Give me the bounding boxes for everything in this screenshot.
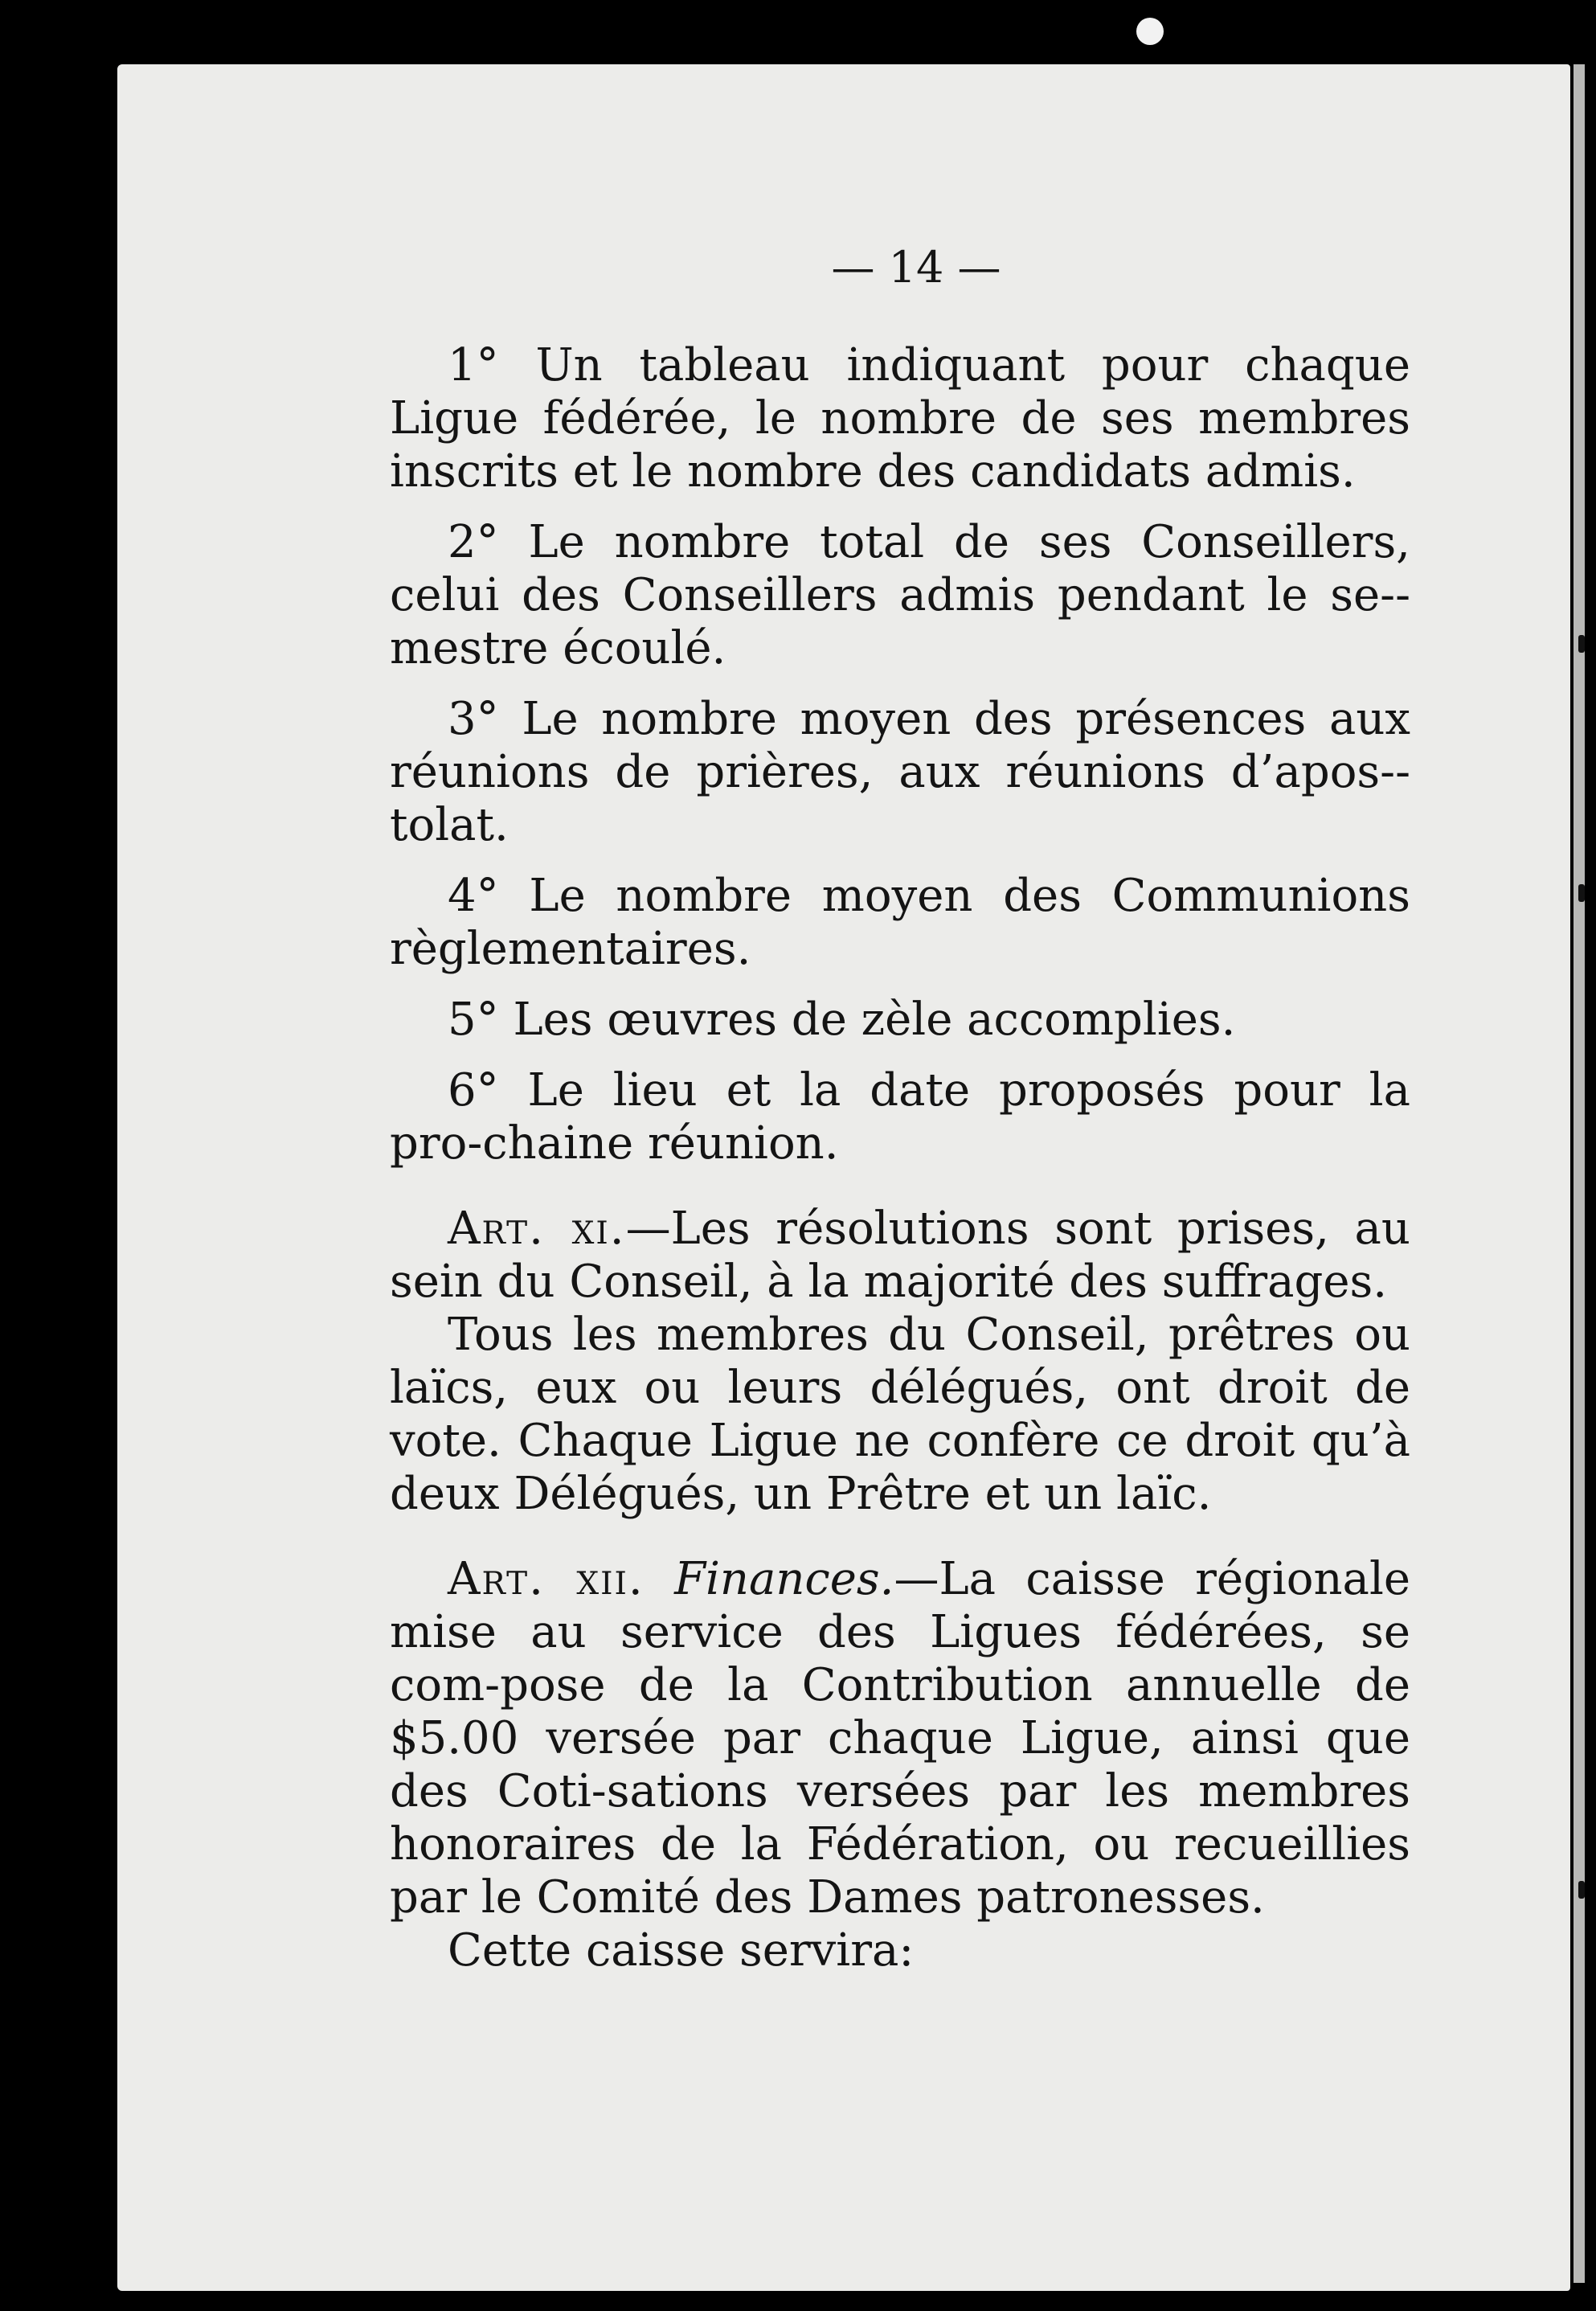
- item-marker: 1°: [448, 339, 499, 391]
- article-12: [390, 1553, 1410, 1924]
- item-text: Le nombre moyen des Communions règlementaires.: [390, 870, 1410, 975]
- item-text: Le nombre moyen des présences aux réunions de prières, aux réunions d’apos-tolat.: [390, 693, 1410, 851]
- list-item: [390, 516, 1410, 675]
- margin-mark: [1578, 1881, 1585, 1899]
- article-11: [390, 1203, 1410, 1309]
- article-text: —Les résolutions sont prises, au sein du Conseil, à la majorité des suffrages.: [390, 1203, 1410, 1308]
- list-item: [390, 994, 1410, 1047]
- margin-mark: [1578, 884, 1585, 902]
- page-text: [390, 241, 1410, 1977]
- item-marker: 6°: [448, 1064, 499, 1117]
- page-edge: [1573, 64, 1585, 2283]
- item-marker: 4°: [448, 870, 499, 922]
- margin-mark: [1578, 635, 1585, 653]
- article-12-paragraph: Cette caisse servira:: [448, 1924, 915, 1977]
- article-label: Art. xi.: [448, 1203, 626, 1255]
- item-text: Un tableau indiquant pour chaque Ligue fédérée, le nombre de ses membres inscrits et le nombre des candidats admis.: [390, 339, 1410, 498]
- article-text: —La caisse régionale mise au service des Ligues fédérées, se com-pose de la Contribution annuelle de $5.00 versée par chaque Ligue, ainsi que des Coti-sations versées par les membres honoraires de la Fédération, ou recueillies par le Comité des Dames patronesses.: [390, 1553, 1410, 1924]
- item-marker: 3°: [448, 693, 499, 745]
- list-item: [390, 870, 1410, 976]
- item-marker: 5°: [448, 994, 499, 1046]
- list-item: [390, 693, 1410, 852]
- list-item: [390, 1064, 1410, 1170]
- article-label: Art. xii.: [448, 1553, 645, 1605]
- article-11-paragraph: Tous les membres du Conseil, prêtres ou laïcs, eux ou leurs délégués, ont droit de vote. Chaque Ligue ne confère ce droit qu’à deux Délégués, un Prêtre et un laïc.: [390, 1309, 1410, 1520]
- item-marker: 2°: [448, 516, 499, 568]
- item-text: Le nombre total de ses Conseillers, celui des Conseillers admis pendant le se-mestre écoulé.: [390, 516, 1410, 674]
- item-text: Le lieu et la date proposés pour la pro-chaine réunion.: [390, 1064, 1410, 1170]
- binding-hole: [1136, 18, 1164, 45]
- item-text: Les œuvres de zèle accomplies.: [513, 994, 1236, 1046]
- page-number: — 14 —: [831, 242, 1001, 293]
- list-item: [390, 339, 1410, 498]
- article-title: Finances.: [674, 1553, 894, 1605]
